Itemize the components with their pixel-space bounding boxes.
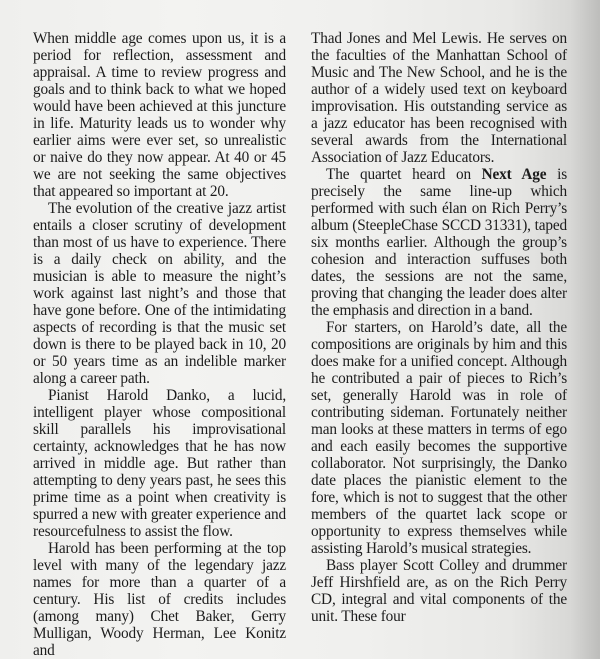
paragraph-middle-age: When middle age comes upon us, it is a period for reflection, assessment and appraisal. A time to review progress and goals and to think back to what we hoped would have been achieved at this juncture in life. Maturity leads us to wonder why earlier aims were ever set, so unrealistic or naive do they now appear. At 40 or 45 we are not seeking the same objectives that appeared so important at 20. (33, 30, 286, 200)
quartet-text-after: is precisely the same line-up which performed with such élan on Rich Perry’s album (SteepleChase SCCD 31331), taped six months earlier. Although the group’s cohesion and interaction suffuses both dates, the sessions are not the same, proving that changing the leader does alter the emphasis and direction in a band. (311, 166, 567, 319)
album-title: Next Age (481, 166, 547, 183)
right-column (311, 30, 567, 625)
paragraph-starters: For starters, on Harold’s date, all the compositions are originals by him and this does make for a unified concept. Although he contributed a pair of pieces to Rich’s set, generally Harold was in role of contributing sideman. Fortunately neither man looks at these matters in terms of ego and each easily becomes the supportive collaborator. Not surprisingly, the Danko date places the pianistic element to the fore, which is not to suggest that the other members of the quartet lack scope or opportunity to express themselves while assisting Harold’s musical strategies. (311, 319, 567, 557)
paragraph-quartet (311, 166, 567, 319)
paragraph-evolution: The evolution of the creative jazz artist entails a closer scrutiny of development than most of us have to experience. There is a daily check on ability, and the musician is able to measure the night’s work against last night’s and those that have gone before. One of the intimidating aspects of recording is that the music set down is there to be played back in 10, 20 or 50 years time as an indelible marker along a career path. (33, 200, 286, 387)
paragraph-continuation: Thad Jones and Mel Lewis. He serves on the faculties of the Manhattan School of Music and The New School, and he is the author of a widely used text on keyboard improvisation. His outstanding service as a jazz educator has been recognised with several awards from the International Association of Jazz Educators. (311, 30, 567, 166)
quartet-text-before: The quartet heard on (326, 166, 482, 183)
paragraph-bass-drums: Bass player Scott Colley and drummer Jeff Hirshfield are, as on the Rich Perry CD, integral and vital components of the unit. These four (311, 557, 567, 625)
paragraph-credits: Harold has been performing at the top level with many of the legendary jazz names for more than a quarter of a century. His list of credits includes (among many) Chet Baker, Gerry Mulligan, Woody Herman, Lee Konitz and (33, 540, 286, 659)
left-column (33, 30, 286, 659)
paragraph-pianist: Pianist Harold Danko, a lucid, intelligent player whose compositional skill parallels his improvisational certainty, acknowledges that he has now arrived in middle age. But rather than attempting to deny years past, he sees this prime time as a point when creativity is spurred a new with greater experience and resourcefulness to assist the flow. (33, 387, 286, 540)
